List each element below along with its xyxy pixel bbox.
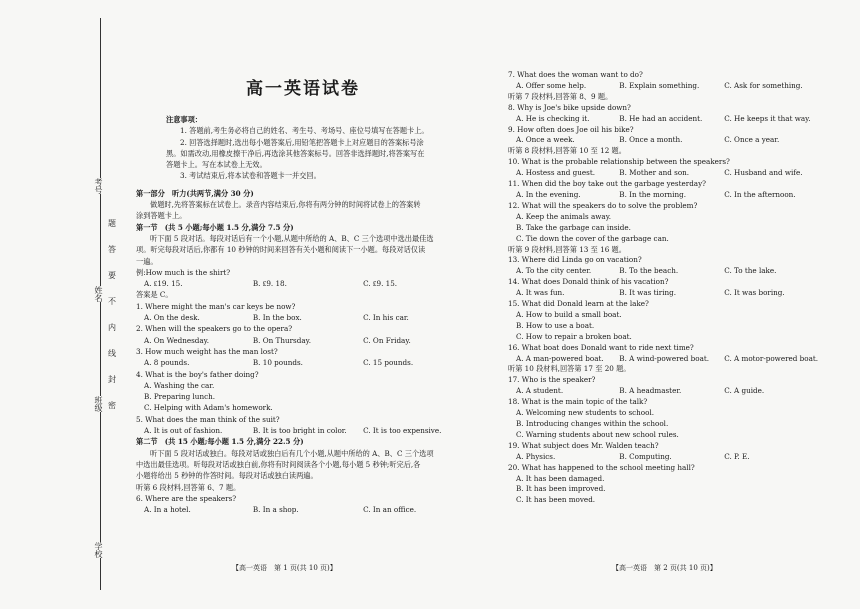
instruction-line: 小题将给出 5 秒钟的作答时间。每段对话或独白读两遍。 (136, 471, 318, 481)
option: C. To the lake. (724, 266, 777, 276)
option: B. A headmaster. (619, 386, 682, 396)
instruction-line: 中选出最佳选项。听每段对话或独白前,你将有时间阅读各个小题,每小题 5 秒钟;听完后,各 (136, 459, 421, 469)
option: B. It is too bright in color. (252, 426, 347, 436)
option: C. In his car. (363, 313, 409, 323)
option: B. How to use a boat. (516, 320, 595, 330)
material-note: 听第 10 段材料,回答第 17 至 20 题。 (508, 364, 631, 374)
material-note: 听第 6 段材料,回答第 6、7 题。 (136, 482, 241, 492)
seal-char: 线 (108, 349, 116, 358)
instruction-line: 一遍。 (136, 256, 158, 266)
question: 19. What subject does Mr. Walden teach? (508, 440, 659, 450)
option: C. He keeps it that way. (724, 113, 811, 123)
option: C. It has been moved. (516, 495, 596, 505)
seal-char: 不 (108, 297, 116, 306)
option: A. It has been damaged. (516, 473, 605, 483)
notice-item: 黑。如需改动,用橡皮擦干净后,再选涂其他答案标号。回答非选择题时,将答案写在 (166, 148, 425, 158)
options-row (136, 312, 470, 323)
option: B. 10 pounds. (252, 358, 303, 368)
question: 8. Why is Joe's bike upside down? (508, 102, 631, 112)
options-row (508, 288, 826, 299)
question: 16. What boat does Donald want to ride next time? (508, 342, 694, 352)
options-row (508, 452, 826, 463)
question: 15. What did Donald learn at the lake? (508, 299, 649, 309)
option: B. It was tiring. (619, 288, 677, 298)
material-note: 听第 9 段材料,回答第 13 至 16 题。 (508, 244, 626, 254)
question: 6. Where are the speakers? (136, 493, 237, 503)
option: A. On the desk. (144, 313, 200, 323)
instruction-line: 涂到答题卡上。 (136, 211, 187, 221)
option: A. ₤19. 15. (144, 279, 183, 289)
options-row (508, 190, 826, 201)
question: 14. What does Donald think of his vacation? (508, 277, 669, 287)
option: A. Physics. (516, 451, 556, 461)
option: B. In the box. (252, 313, 302, 323)
option: C. In the afternoon. (724, 189, 796, 199)
options-row (508, 168, 826, 179)
option: B. Mother and son. (619, 168, 690, 178)
option: A. Once a week. (516, 135, 575, 145)
option: B. Once a month. (619, 135, 683, 145)
option: C. Helping with Adam's homework. (144, 403, 273, 413)
option: A. Keep the animals away. (516, 211, 612, 221)
instruction-line: 听下面 5 段对话或独白。每段对话或独白后有几个小题,从题中所给的 A、B、C 三个选项 (150, 448, 434, 458)
option: B. Explain something. (619, 80, 700, 90)
seal-char: 内 (108, 323, 116, 332)
example-options (136, 278, 470, 289)
seal-char: 答 (108, 245, 116, 254)
seal-char: 题 (108, 219, 116, 228)
kaohao-label: 考号 (94, 178, 103, 194)
notice-item: 2. 回答选择题时,选出每小题答案后,用铅笔把答题卡上对应题目的答案标号涂 (180, 137, 424, 147)
option: A. He is checking it. (516, 113, 590, 123)
option: A. Hostess and guest. (516, 168, 595, 178)
option: A. On Wednesday. (144, 335, 210, 345)
seal-char: 密 (108, 401, 116, 410)
seal-char: 要 (108, 271, 116, 280)
option: C. In an office. (363, 505, 417, 515)
page-footer-right: 【高一英语 第 2 页(共 10 页)】 (612, 564, 717, 572)
option: B. Introducing changes within the school. (516, 419, 669, 428)
option: C. It is too expensive. (363, 426, 442, 436)
option: C. 15 pounds. (363, 358, 414, 368)
name-label: 姓名 (94, 286, 103, 302)
binding-margin (88, 18, 116, 590)
option: C. It was boring. (724, 288, 785, 298)
notice-heading: 注意事项： (166, 115, 202, 124)
seal-char: 封 (108, 375, 116, 384)
option: C. A motor-powered boat. (724, 353, 819, 363)
notice-item: 答题卡上。写在本试卷上无效。 (166, 160, 267, 170)
option: A. A student. (516, 386, 564, 396)
section2-heading: 第二节 (共 15 小题;每小题 1.5 分,满分 22.5 分) (136, 437, 304, 447)
page-title: 高一英语试卷 (246, 79, 360, 99)
options-row (136, 425, 470, 436)
question: 1. Where might the man's car keys be now? (136, 301, 296, 311)
option: A. It was fun. (516, 288, 565, 298)
option: B. Computing. (619, 451, 672, 461)
option: B. To the beach. (619, 266, 679, 276)
option: B. On Thursday. (252, 335, 311, 345)
option: C. Once a year. (724, 135, 780, 145)
option: C. A guide. (724, 386, 765, 396)
section1-heading: 第一节 (共 5 小题;每小题 1.5 分,满分 7.5 分) (136, 222, 294, 232)
right-column (508, 70, 826, 506)
option: A. It is out of fashion. (144, 426, 223, 436)
option: A. Offer some help. (516, 80, 587, 90)
option: B. Preparing lunch. (144, 392, 216, 402)
option: C. P. E. (724, 451, 750, 461)
question: 18. What is the main topic of the talk? (508, 397, 648, 407)
option: C. Tie down the cover of the garbage can. (516, 233, 669, 243)
page-footer-left: 【高一英语 第 1 页(共 10 页)】 (232, 564, 337, 572)
options-row (508, 354, 826, 365)
class-label: 班级 (94, 396, 103, 412)
example-answer: 答案是 C。 (136, 290, 173, 300)
instruction-line: 听下面 5 段对话。每段对话后有一个小题,从题中所给的 A、B、C 三个选项中选出最佳选 (150, 233, 434, 243)
left-column (136, 72, 470, 515)
option: B. He had an accident. (619, 113, 703, 123)
option: C. Warning students about new school rules. (516, 429, 679, 439)
question: 20. What has happened to the school meeting hall? (508, 462, 695, 472)
options-row (136, 504, 470, 515)
question: 13. Where did Linda go on vacation? (508, 255, 642, 265)
part1-heading: 第一部分 听力(共两节,满分 30 分) (136, 188, 254, 198)
question: 12. What will the speakers do to solve the problem? (508, 200, 698, 210)
option: A. Welcoming new students to school. (516, 408, 655, 418)
option: A. A man-powered boat. (516, 353, 604, 363)
option: B. It has been improved. (516, 484, 606, 494)
question: 7. What does the woman want to do? (508, 70, 643, 79)
notice-item: 1. 答题前,考生务必将自己的姓名、考生号、考场号、座位号填写在答题卡上。 (180, 126, 429, 136)
option: C. Husband and wife. (724, 168, 803, 178)
options-row (508, 386, 826, 397)
instruction-line: 做题时,先将答案标在试卷上。录音内容结束后,你将有两分钟的时间将试卷上的答案转 (150, 200, 421, 210)
material-note: 听第 8 段材料,回答第 10 至 12 题。 (508, 146, 626, 156)
option: B. ₤9. 18. (252, 279, 287, 289)
options-row (508, 114, 826, 125)
option: C. On Friday. (363, 335, 411, 345)
option: B. In the morning. (619, 189, 686, 199)
option: A. To the city center. (516, 266, 592, 276)
material-note: 听第 7 段材料,回答第 8、9 题。 (508, 91, 613, 101)
option: A. In a hotel. (144, 505, 191, 515)
option: C. How to repair a broken boat. (516, 331, 632, 341)
question: 17. Who is the speaker? (508, 375, 596, 385)
option: A. Washing the car. (144, 380, 215, 390)
option: B. Take the garbage can inside. (516, 222, 631, 232)
option: A. 8 pounds. (144, 358, 190, 368)
option: B. In a shop. (252, 505, 299, 515)
question: 11. When did the boy take out the garbage yesterday? (508, 179, 706, 189)
options-row (508, 81, 826, 92)
question: 5. What does the man think of the suit? (136, 414, 280, 424)
question: 9. How often does Joe oil his bike? (508, 124, 634, 134)
option: A. In the evening. (516, 189, 581, 199)
option: B. A wind-powered boat. (619, 353, 710, 363)
question: 10. What is the probable relationship between the speakers? (508, 157, 730, 167)
option: C. Ask for something. (724, 80, 803, 90)
example-question: 例:How much is the shirt? (136, 267, 231, 277)
instruction-line: 项。听完每段对话后,你都有 10 秒钟的时间来回答有关小题和阅读下一小题。每段对话仅读 (136, 245, 426, 255)
options-row (508, 135, 826, 146)
question: 2. When will the speakers go to the opera? (136, 324, 293, 334)
binding-line (100, 18, 101, 590)
school-label: 学校 (94, 542, 103, 558)
options-row (136, 357, 470, 368)
question: 4. What is the boy's father doing? (136, 369, 259, 379)
options-row (508, 266, 826, 277)
notice-item: 3. 考试结束后,将本试卷和答题卡一并交回。 (180, 171, 321, 181)
options-row (136, 335, 470, 346)
question: 3. How much weight has the man lost? (136, 346, 278, 356)
option: A. How to build a small boat. (516, 309, 622, 319)
option: C. ₤9. 15. (363, 279, 398, 289)
